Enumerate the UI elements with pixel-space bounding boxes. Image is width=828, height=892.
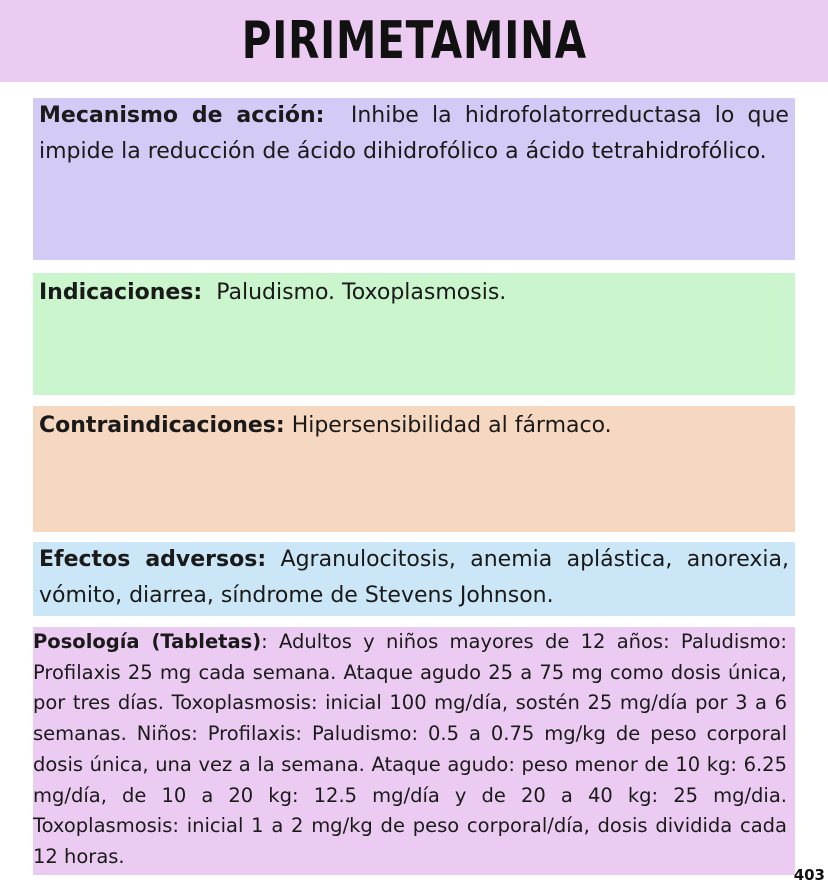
section-indicaciones — [33, 273, 795, 395]
efectos-text: Agranulocitosis, anemia aplástica, anorexia, vómito, diarrea, síndrome de Stevens Johnson. — [39, 547, 789, 608]
efectos-label: Efectos adversos: — [39, 547, 267, 572]
mecanismo-text: Inhibe la hidrofolatorreductasa lo que impide la reducción de ácido dihidrofólico a ácido tetrahidrofólico. — [39, 103, 789, 164]
section-efectos-adversos — [33, 542, 795, 616]
indicaciones-text: Paludismo. Toxoplasmosis. — [216, 280, 507, 305]
posologia-text: : Adultos y niños mayores de 12 años: Paludismo: Profilaxis 25 mg cada semana. Ataque agudo 25 a 75 mg como dosis única, por tres días. Toxoplasmosis: inicial 100 mg/día, sostén 25 mg/día por 3 a 6 semanas. Niños: Profilaxis: Paludismo: 0.5 a 0.75 mg/kg de peso corporal dosis única, una vez a la semana. Ataque agudo: peso menor de 10 kg: 6.25 mg/día, de 10 a 20 kg: 12.5 mg/día y de 20 a 40 kg: 25 mg/dia. Toxoplasmosis: inicial 1 a 2 mg/kg de peso corporal/día, dosis dividida cada 12 horas. — [33, 630, 787, 868]
mecanismo-label: Mecanismo de acción: — [39, 103, 325, 128]
posologia-label: Posología (Tabletas) — [33, 630, 262, 653]
title-band — [0, 0, 828, 82]
indicaciones-label: Indicaciones: — [39, 280, 203, 305]
page-number: 403 — [793, 866, 825, 884]
section-contraindicaciones — [33, 406, 795, 532]
contraindicaciones-label: Contraindicaciones: — [39, 413, 285, 438]
drug-title: PIRIMETAMINA — [241, 11, 587, 71]
section-posologia — [33, 627, 795, 875]
contraindicaciones-text: Hipersensibilidad al fármaco. — [291, 413, 612, 438]
section-mecanismo — [33, 98, 795, 260]
